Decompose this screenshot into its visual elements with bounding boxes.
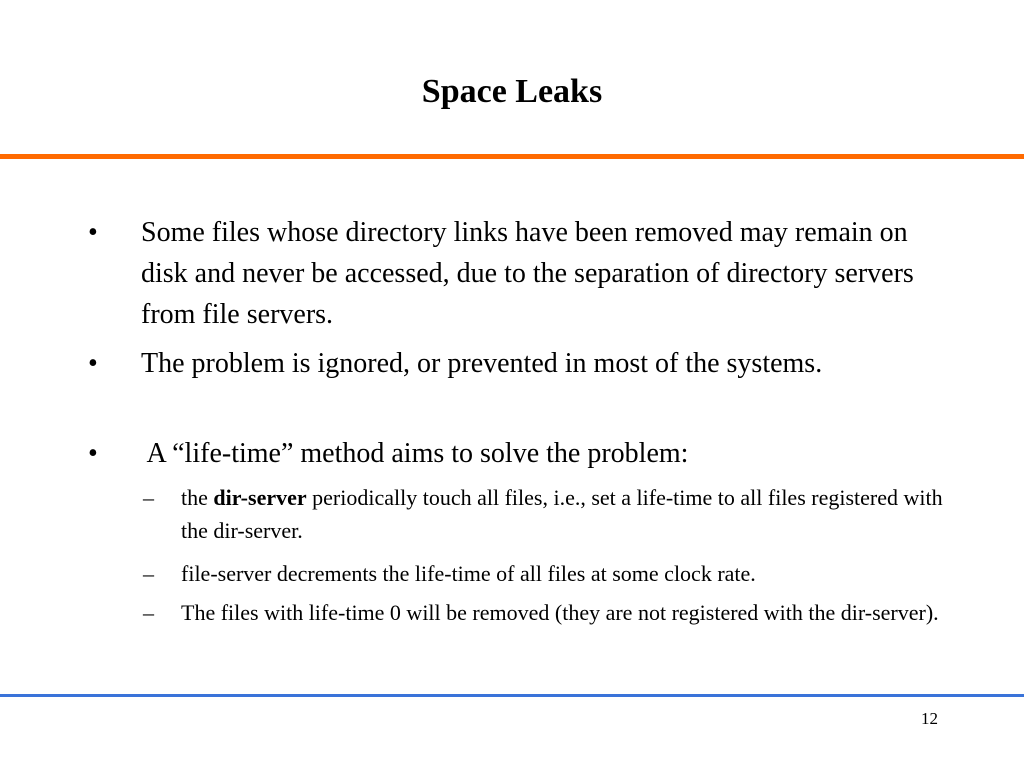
sub-bullet-text: The files with life-time 0 will be removed (they are not registered with the dir-server). [181, 600, 939, 625]
bullet-text: A “life-time” method aims to solve the problem: [141, 438, 689, 469]
bullet-marker: • [88, 217, 98, 248]
sub-bullet-prefix: the [181, 485, 214, 510]
dir-server-term: dir-server [213, 485, 307, 510]
sub-bullet-text [181, 481, 951, 547]
bullet-text: The problem is ignored, or prevented in most of the systems. [141, 348, 823, 379]
sub-bullet-suffix: periodically touch all files, i.e., set a life-time to all files registered with the dir-server. [181, 485, 943, 543]
top-orange-rule [0, 154, 1024, 159]
page-number: 12 [921, 709, 938, 728]
bullet-text: Some files whose directory links have been removed may remain on disk and never be accessed, due to the separation of directory servers from file servers. [141, 217, 914, 330]
sub-bullet-marker: – [143, 485, 154, 510]
bottom-blue-rule [0, 694, 1024, 697]
sub-bullet-marker: – [143, 600, 154, 625]
slide-title: Space Leaks [421, 73, 603, 110]
sub-bullet-marker: – [143, 561, 154, 586]
bullet-marker: • [88, 438, 98, 469]
sub-bullet-text: file-server decrements the life-time of all files at some clock rate. [181, 561, 756, 586]
bullet-marker: • [88, 348, 98, 379]
